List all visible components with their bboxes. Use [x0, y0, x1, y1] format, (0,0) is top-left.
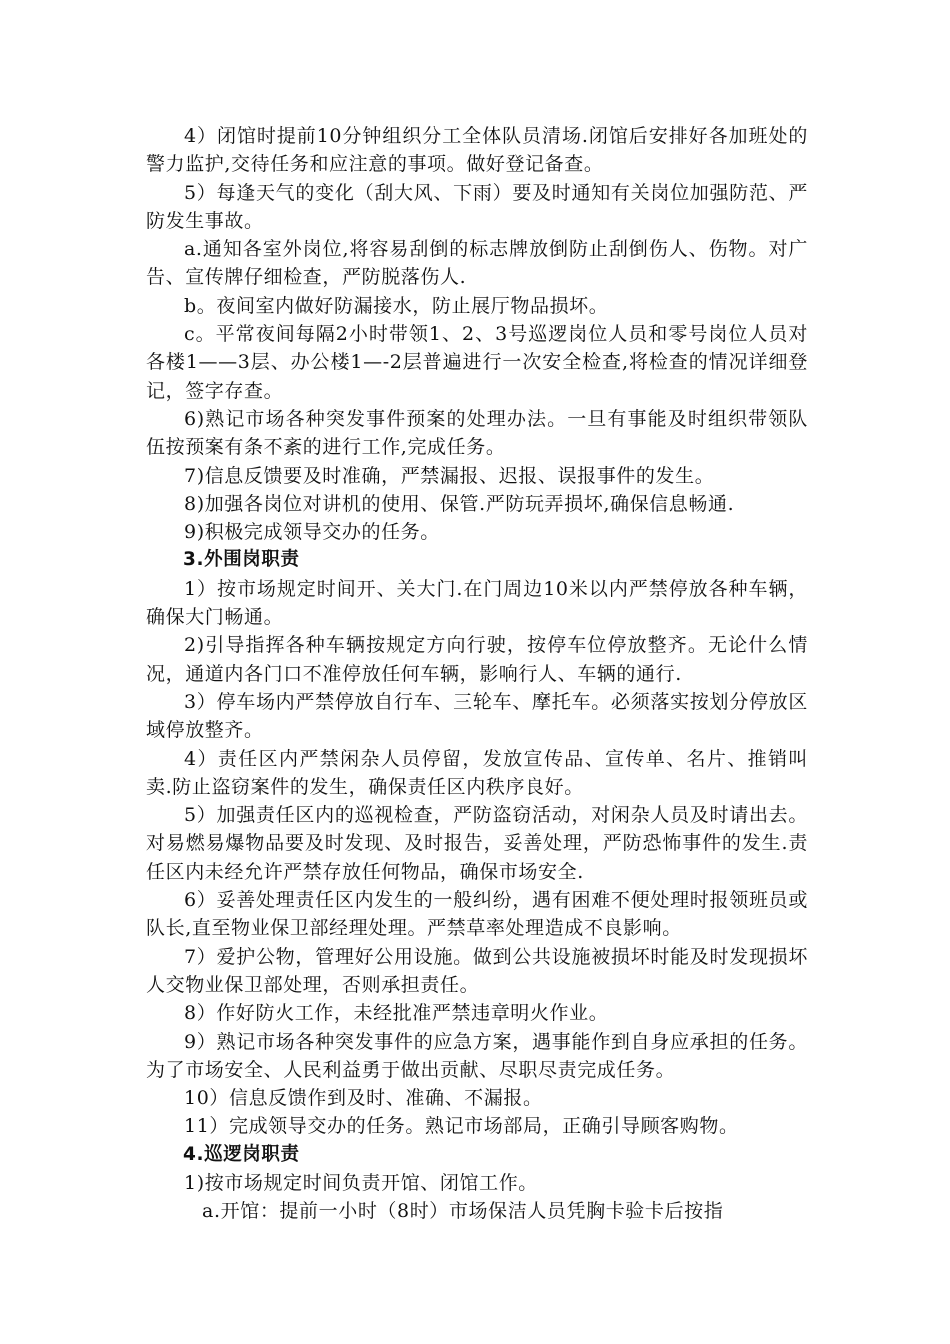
- paragraph-leak-prevention: b。夜间室内做好防漏接水，防止展厅物品损坏。: [184, 294, 609, 317]
- document-page: [146, 122, 808, 1226]
- paragraph-outdoor-signs: a.通知各室外岗位,将容易刮倒的标志牌放倒防止刮倒伤人、伤物。对广告、宣传牌仔细检查，严防脱落伤人.: [146, 238, 808, 289]
- paragraph-emergency-plans: 6)熟记市场各种突发事件预案的处理办法。一旦有事能及时组织带领队伍按预案有条不紊的进行工作,完成任务。: [146, 407, 808, 459]
- paragraph-perimeter-2: 2)引导指挥各种车辆按规定方向行驶，按停车位停放整齐。无论什么情况，通道内各门口不准停放任何车辆，影响行人、车辆的通行.: [146, 634, 808, 685]
- paragraph-perimeter-8: 8）作好防火工作，未经批准严禁违章明火作业。: [184, 1002, 609, 1025]
- paragraph-perimeter-11: 11）完成领导交办的任务。熟记市场部局，正确引导顾客购物。: [184, 1115, 739, 1138]
- paragraph-weather-duty: 5）每逢天气的变化（刮大风、下雨）要及时通知有关岗位加强防范、严防发生事故。: [146, 181, 808, 232]
- paragraph-patrol-1: 1)按市场规定时间负责开馆、闭馆工作。: [184, 1171, 538, 1194]
- paragraph-perimeter-3: 3）停车场内严禁停放自行车、三轮车、摩托车。必须落实按划分停放区域停放整齐。: [146, 690, 808, 742]
- paragraph-perimeter-9: 9）熟记市场各种突发事件的应急方案，遇事能作到自身应承担的任务。为了市场安全、人民利益勇于做出贡献、尽职尽责完成任务。: [146, 1030, 808, 1081]
- paragraph-patrol-opening: a.开馆：提前一小时（8时）市场保洁人员凭胸卡验卡后按指: [202, 1200, 724, 1223]
- paragraph-perimeter-1: 1）按市场规定时间开、关大门.在门周边10米以内严禁停放各种车辆，确保大门畅通。: [146, 577, 808, 629]
- section-heading-patrol: 4.巡逻岗职责: [183, 1143, 300, 1165]
- paragraph-perimeter-4: 4）责任区内严禁闲杂人员停留，发放宣传品、宣传单、名片、推销叫卖.防止盗窃案件的发生，确保责任区内秩序良好。: [146, 747, 808, 798]
- paragraph-perimeter-10: 10）信息反馈作到及时、准确、不漏报。: [184, 1087, 543, 1110]
- paragraph-leader-tasks: 9)积极完成领导交办的任务。: [184, 521, 440, 544]
- paragraph-night-inspection: c。平常夜间每隔2小时带领1、2、3号巡逻岗位人员和零号岗位人员对各楼1——3层、办公楼1—-2层普遍进行一次安全检查,将检查的情况详细登记，签字存查。: [146, 323, 808, 402]
- paragraph-radio-usage: 8)加强各岗位对讲机的使用、保管.严防玩弄损坏,确保信息畅通.: [184, 492, 735, 515]
- paragraph-info-feedback: 7)信息反馈要及时准确，严禁漏报、迟报、误报事件的发生。: [184, 464, 715, 487]
- paragraph-perimeter-5: 5）加强责任区内的巡视检查，严防盗窃活动，对闲杂人员及时请出去。对易燃易爆物品要及时发现、及时报告，妥善处理，严防恐怖事件的发生.责任区内未经允许严禁存放任何物品，确保市场安全.: [146, 804, 808, 883]
- paragraph-perimeter-6: 6）妥善处理责任区内发生的一般纠纷，遇有困难不便处理时报领班员或队长,直至物业保卫部经理处理。严禁草率处理造成不良影响。: [146, 889, 808, 940]
- paragraph-closing-duty: 4）闭馆时提前10分钟组织分工全体队员清场.闭馆后安排好各加班处的警力监护,交待任务和应注意的事项。做好登记备查。: [146, 125, 808, 176]
- section-heading-perimeter: 3.外围岗职责: [183, 549, 300, 571]
- paragraph-perimeter-7: 7）爱护公物，管理好公用设施。做到公共设施被损坏时能及时发现损坏人交物业保卫部处理，否则承担责任。: [146, 945, 808, 996]
